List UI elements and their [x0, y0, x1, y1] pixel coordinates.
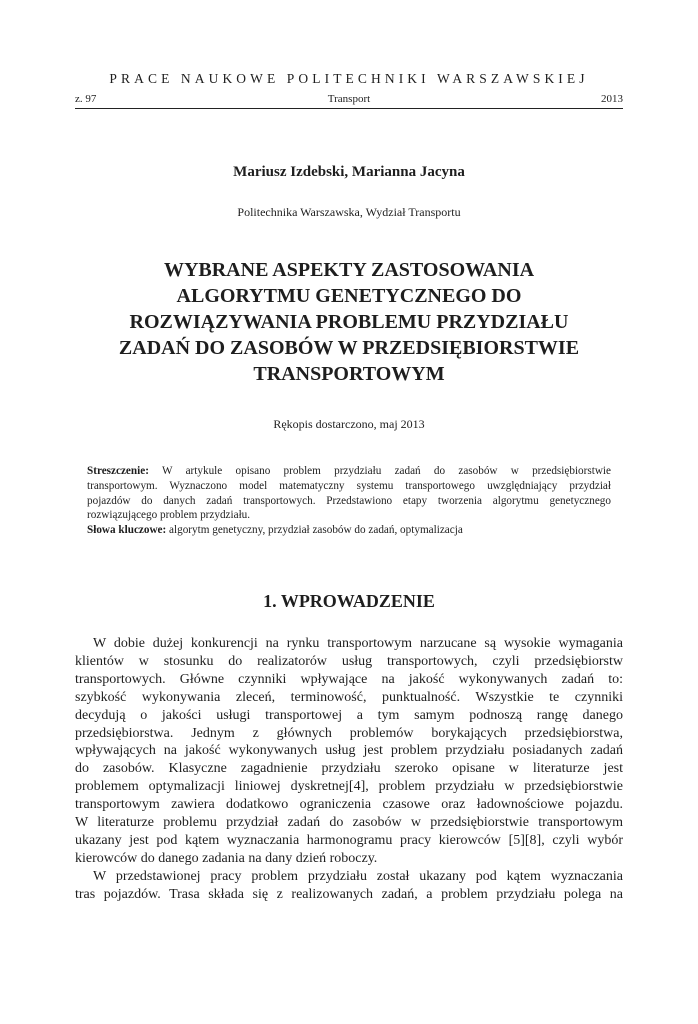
body-line: szybkość wykonywania zleceń, terminowość, punktualność. Wszystkie te czynniki [75, 689, 623, 705]
abstract-label: Streszczenie: [87, 465, 149, 477]
authors: Mariusz Izdebski, Marianna Jacyna [233, 164, 465, 180]
body-line: W przedstawionej pracy problem przydziału został ukazany pod kątem wyznaczania [93, 868, 623, 884]
abstract [87, 464, 611, 538]
series-name: Transport [327, 93, 371, 105]
abstract-line: rozwiązującego problem przydziału. [87, 509, 251, 522]
body-line: W literaturze problemu przydział zadań do zasobów w przedsiębiorstwie transportowym [75, 815, 623, 831]
body-line: transportowym zawiera dodatkowo ograniczenia czasowe oraz ładownościowe pojazdu. [75, 797, 623, 813]
body-line: ukazany jest pod kątem wyznaczania harmonogramu pracy kierowców [5][8], czyli wybór [75, 832, 623, 848]
body-line: tras pojazdów. Trasa składa się z realizowanych zadań, a problem przydziału polega na [75, 886, 623, 902]
title-line: ZADAŃ DO ZASOBÓW W PRZEDSIĘBIORSTWIE [118, 337, 580, 359]
body-line: wpływających na jakość wykonywanych usług jest problem przydziału posiadanych zadań [75, 743, 623, 759]
body-line: decydują o jakości usługi transportowej a tym samym podnoszą rangę danego [75, 707, 623, 723]
body-line: transportowych. Główne czynniki wpływające na jakość wykonywanych zadań to: [75, 671, 623, 687]
body-line: do zasobów. Klasyczne zagadnienie przydziału szeroko opisane w literaturze jest [75, 761, 623, 777]
body-line: W dobie dużej konkurencji na rynku transportowym narzucane są wysokie wymagania [93, 636, 623, 651]
abstract-line: transportowym. Wyznaczono model matematyczny systemu transportowego uwzględniający przydział [87, 479, 611, 492]
volume-number: z. 97 [75, 93, 97, 105]
paper-title [75, 257, 623, 387]
header-rule [75, 108, 623, 109]
section-heading: 1. WPROWADZENIE [263, 591, 435, 611]
title-line: ROZWIĄZYWANIA PROBLEMU PRZYDZIAŁU [129, 311, 569, 333]
abstract-line [87, 464, 611, 479]
keywords-line [87, 523, 611, 538]
keywords-label: Słowa kluczowe: [87, 524, 167, 537]
abstract-line: pojazdów do danych zadań transportowych. Przedstawiono etapy tworzenia algorytmu genetycznego [87, 494, 611, 507]
affiliation: Politechnika Warszawska, Wydział Transportu [237, 205, 461, 219]
publication-year: 2013 [601, 93, 623, 105]
received-date: Rękopis dostarczono, maj 2013 [273, 417, 425, 431]
abstract-text: W artykule opisano problem przydziału zadań do zasobów w przedsiębiorstwie [161, 465, 611, 477]
journal-name: PRACE NAUKOWE POLITECHNIKI WARSZAWSKIEJ [109, 71, 589, 86]
title-line: TRANSPORTOWYM [253, 363, 445, 385]
title-line: ALGORYTMU GENETYCZNEGO DO [176, 285, 522, 307]
body-line: problemem optymalizacji liniowej dyskretnej[4], problem przydziału w przedsiębiorstwie [75, 779, 623, 795]
body-text [75, 635, 623, 904]
keywords-text: algorytm genetyczny, przydział zasobów do zadań, optymalizacja [169, 524, 463, 537]
body-line: klientów w stosunku do realizatorów usług transportowych, czyli przedsiębiorstw [75, 653, 623, 669]
body-line: przedsiębiorstwa. Jednym z głównych problemów borykających przedsiębiorstwa, [75, 725, 623, 741]
body-line: kierowców do danego zadania na dany dzień roboczy. [75, 850, 378, 866]
title-line: WYBRANE ASPEKTY ZASTOSOWANIA [163, 259, 535, 281]
issue-meta [75, 93, 623, 105]
